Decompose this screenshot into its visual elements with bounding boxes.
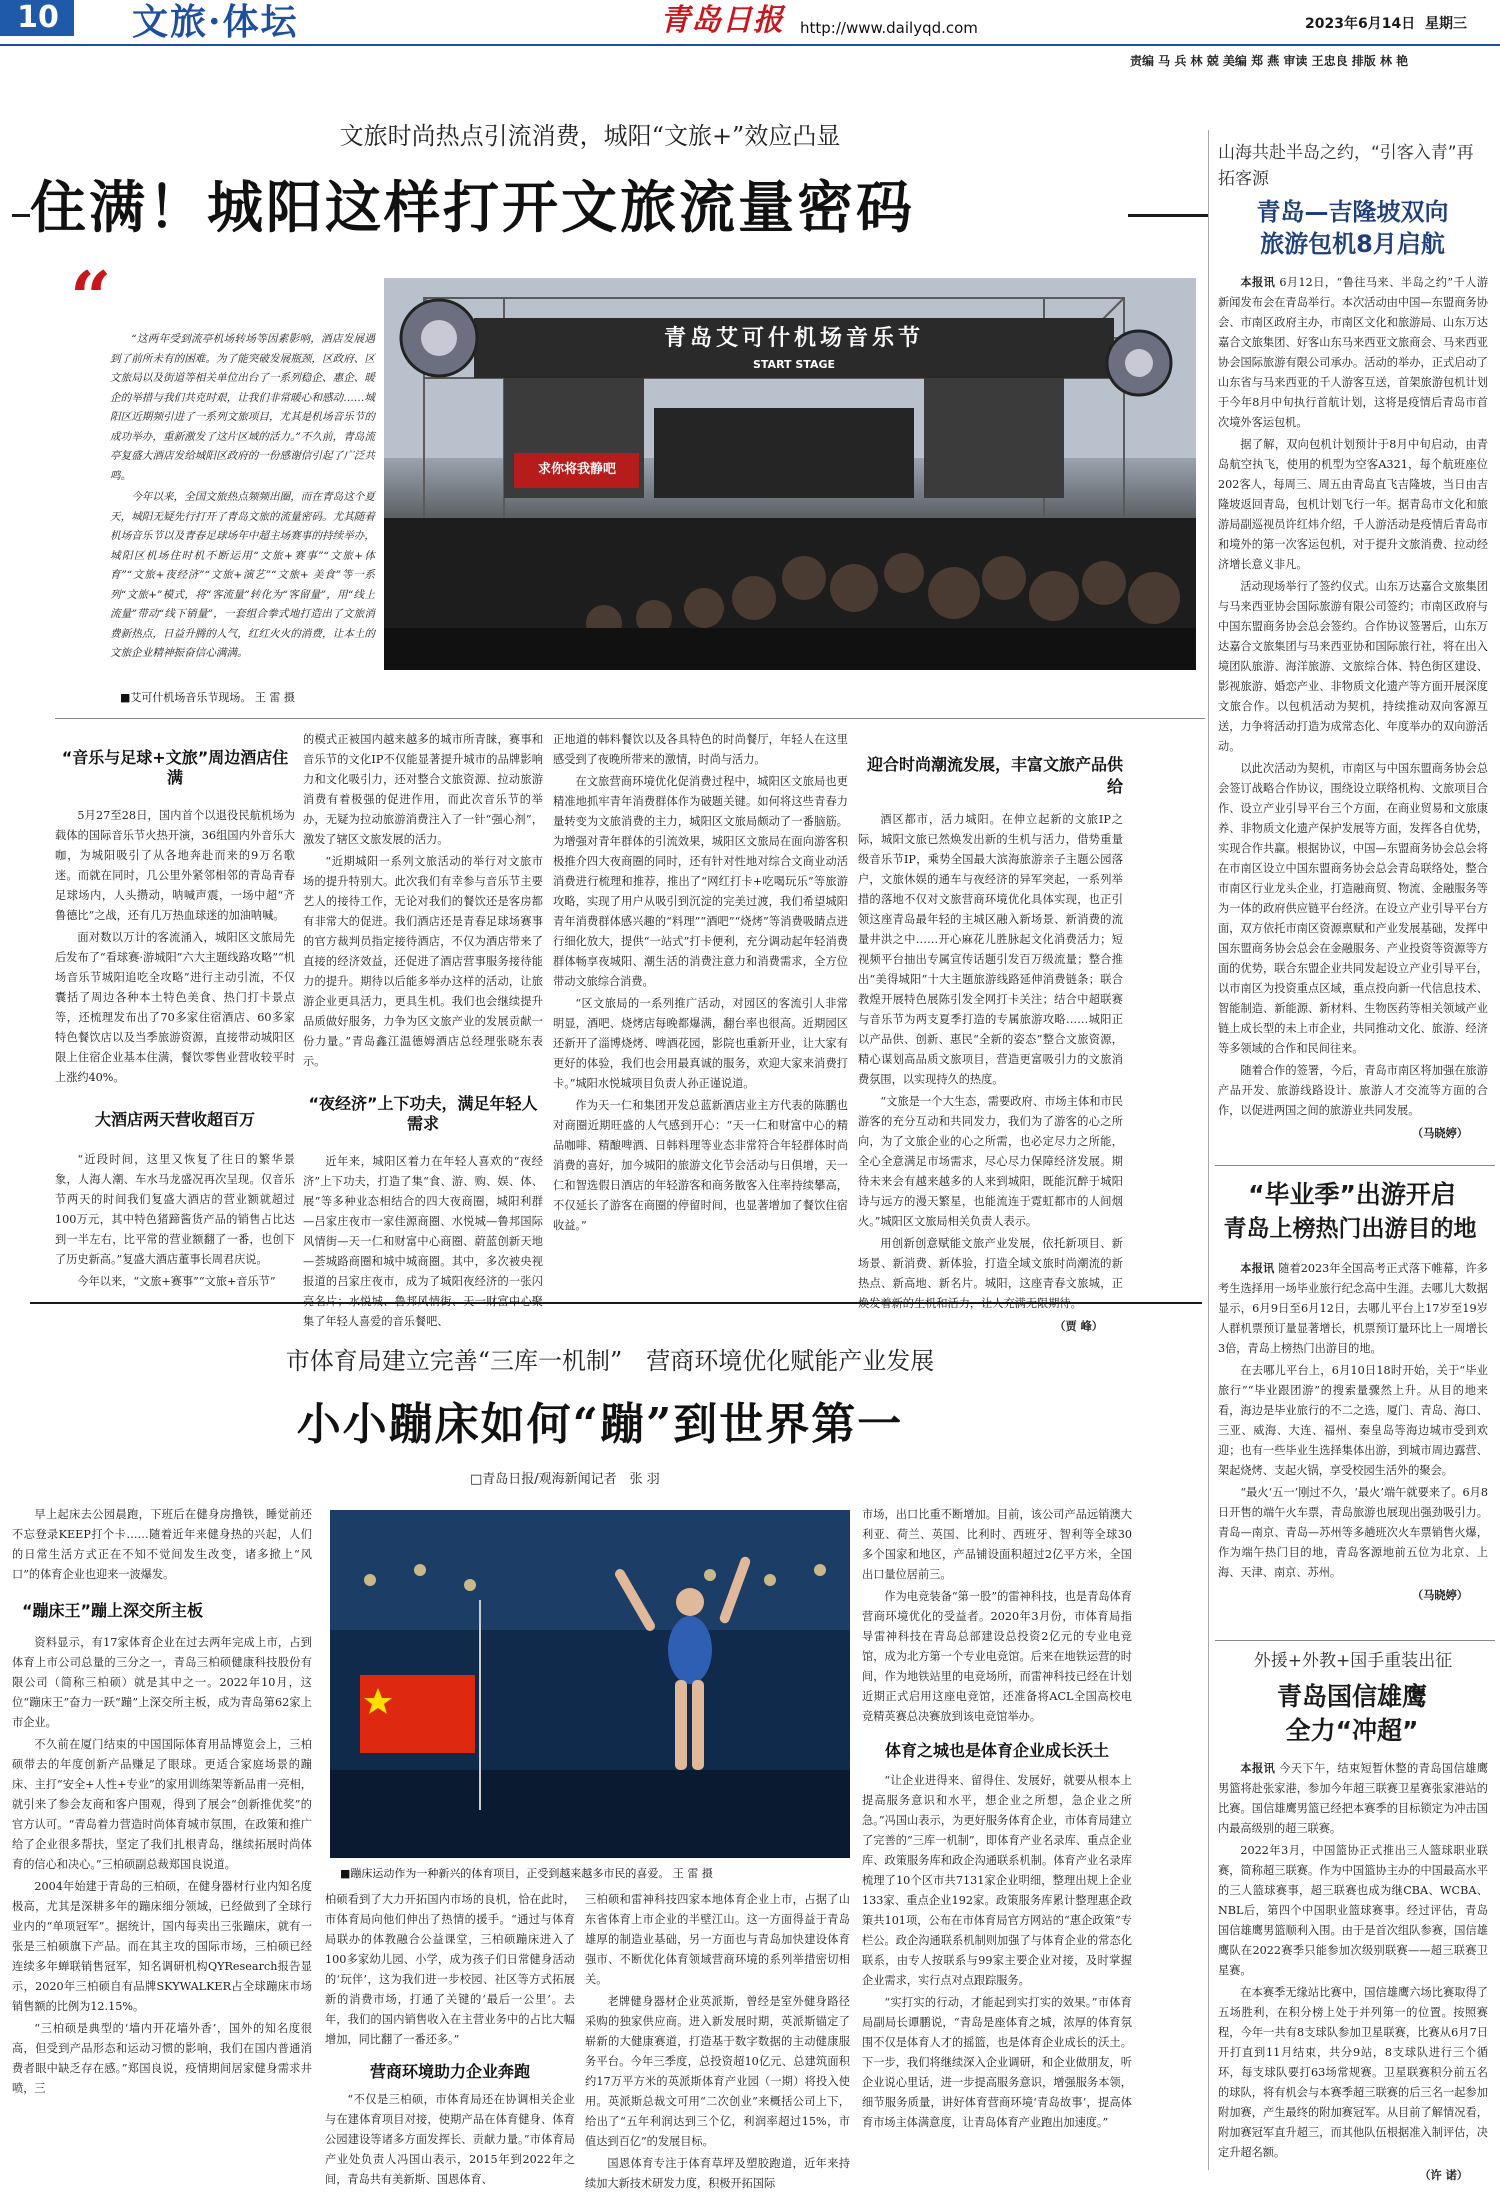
second-sub-2: 营商环境助力企业奔跑 — [369, 2062, 530, 2081]
second-col-1 — [12, 1505, 312, 2165]
stage-screen-text: 求你将我静吧 — [537, 462, 616, 477]
concert-photo-caption: ■艾可什机场音乐节现场。 王 雷 摄 — [120, 691, 295, 704]
trampoline-photo-caption: ■蹦床运动作为一种新兴的体育项目，正受到越来越多市民的喜爱。 王 雷 摄 — [340, 1867, 713, 1880]
side1-p1-text: 6月12日，“鲁往马来、半岛之约”千人游新闻发布会在青岛举行。本次活动由中国—东盟商务协会、市南区政府主办，市南区文化和旅游局、山东万达嘉合文旅集团、好客山东马来西亚文旅商会、马来西亚协会国际旅游有限公司承办。活动的举办，正式启动了山东省与马来西亚的千人游客互送，首架旅游包机计划于今年8月中旬执行首航计划，这将是疫情后青岛市首次境外客运包机。 — [1218, 276, 1489, 429]
lead-sub-2: 大酒店两天营收超百万 — [94, 1110, 255, 1129]
side-rule-2 — [1215, 1640, 1495, 1641]
side3-headline-2: 全力“冲超” — [1285, 1716, 1419, 1745]
lead-col3-p2: 在文旅营商环境优化促消费过程中，城阳区文旅局也更精准地抓牢青年消费群体作为破题关键。如何将这些青春力量转变为文旅消费的主力，城阳区文旅局颇动了一番脑筋。为增强对青年群体的引流效果，城阳区文旅局在面向游客积极推介四大夜商圈的同时，还有针对性地对综合文商业动活消费进行梳理和推荐，推出了“网红打卡+吃喝玩乐”等旅游攻略，实现了用户从吸引到沉淀的完美过渡，我们希望城阳青年消费群体感兴趣的“料理”“酒吧”“烧烤”等消费吸睛点进行细化放大，提供“一站式”打卡便利，充分调动起年轻消费群体畅享夜城阳、潮生活的消费注意力和消费需求，全方位带动文旅综合消费。 — [553, 775, 848, 988]
staff-credits: 责编 马 兵 林 兢 美编 郑 燕 审读 王忠良 排版 林 艳 — [1130, 54, 1409, 68]
side2-p2: 在去哪儿平台上，6月10日18时开始，关于“毕业旅行”“毕业跟团游”的搜索量骤然上升。从目的地来看，海边是毕业旅行的不二之选，厦门、青岛、海口、三亚、威海、大连、福州、秦皇岛等海边城市受到欢迎；也有一些毕业生选择集体出游，到城市周边露营、架起烧烤、支起火锅，享受校园生活外的聚会。 — [1218, 1364, 1488, 1477]
headline-rule-right — [1128, 214, 1208, 217]
lead-sub-4: 迎合时尚潮流发展，丰富文旅产品供给 — [866, 755, 1123, 796]
lead-col-1 — [55, 730, 295, 1290]
side3-p1 — [1218, 1758, 1488, 1839]
second-sub-1: “蹦床王”蹦上深交所主板 — [22, 1601, 204, 1620]
lead-col1-p2: 面对数以万计的客流涌入，城阳区文旅局先后发布了“看球赛·游城阳”六大主题线路攻略”“机场音乐节城阳追吃全攻略”进行主动引流，不仅囊括了周边各种本土特色美食、热门打卡景点等，还梳理发布出了70多家住宿酒店、60多家特色餐饮店以及当季旅游资源，直接带动城阳区限上住宿企业基本住满，餐饮零售业营收较平时上涨约40%。 — [55, 931, 295, 1084]
lead-intro-p2: 今年以来，全国文旅热点频频出圈，而在青岛这个夏天，城阳无疑先行打开了青岛文旅的流量密码。尤其随着机场音乐节以及青春足球场年中超主场赛事的持续举办，城阳区机场住时机不断运用“文旅+赛事”“文旅+体育”“文旅+夜经济”“文旅+演艺”“文旅+ 美食”等一系列“文旅+”模式，将“客流量”转化为“客留量”，用“线上流量”带动“线下销量”，一套组合拳式地打造出了文旅消费新热点，日益升腾的人气，红红火火的消费，让本土的文旅企业精神振奋信心满满。 — [110, 491, 375, 659]
lead-intro-p1: “这两年受到流亭机场转场等因素影响，酒店发展遇到了前所未有的困难。为了能突破发展瓶颈，区政府、区文旅局以及街道等相关单位出台了一系列稳企、惠企、暖企的举措与我们共克时艰，让我们非常暖心和感动……城阳区近期频引进了一系列文旅项目，尤其是机场音乐节的成功举办，重新激发了这片区域的活力。”不久前，青岛流亭复盛大酒店发给城阳区政府的一份感谢信引起了广泛共鸣。 — [110, 333, 375, 482]
side3-byline: （许 诺） — [1419, 2168, 1468, 2182]
side1-headline-1: 青岛—吉隆坡双向 — [1256, 198, 1449, 226]
second-headline: 小小蹦床如何“蹦”到世界第一 — [296, 1399, 904, 1450]
side1-p4: 以此次活动为契机，市南区与中国东盟商务协会总会签订战略合作协议，围绕设立联络机构、文旅项目合作、设立产业引导平台三个方面，在商业贸易和文旅康养、非物质文化遗产保护发展等方面，发挥各自优势，实现合作共赢。根据协议，中国—东盟商务协会总会将在市南区设立中国东盟商务协会总会青岛联络处，整合市南区行业龙头企业，打造融商贸、物流、金融服务等为一体的政府供应链平台经济。在设立产业引导平台方面，双方依托市南区资源禀赋和产业发展基础，发挥中国东盟商务协会总会在金融服务、产业投资等资源等方面的优势，联合东盟企业共同发起设立产业引导平台，以市南区为投资重点区域，重点投向新一代信息技术、智能制造、新能源、新材料、生物医药等相关领域产业链上成长型的未上市企业，共同推动文化、旅游、经济等多领域的合作和民间往来。 — [1218, 762, 1488, 1055]
side3-headline-1: 青岛国信雄鹰 — [1276, 1682, 1427, 1711]
side1-lead: 本报讯 — [1240, 275, 1276, 289]
side1-headline-2: 旅游包机8月启航 — [1260, 230, 1445, 258]
side2-p3: “最火‘五一’刚过不久，‘最火’端午就要来了。6月8日开售的端午火车票，青岛旅游也展现出强劲吸引力。青岛—南京、青岛—苏州等多趟班次火车票销售火爆，作为端午热门目的地，青岛客源地前五位为北京、上海、天津、南京、苏州。 — [1218, 1486, 1488, 1579]
side2-headline-1: “毕业季”出游开启 — [1248, 1180, 1456, 1209]
newspaper-logo: 青岛日报 — [660, 3, 784, 38]
lead-sub-1: “音乐与足球+文旅”周边酒店住满 — [61, 748, 289, 787]
second-col1-p5: “三柏硕是典型的‘墙内开花墙外香’，国外的知名度很高，但受到产品形态和运动习惯的影响，我们在国内普通消费者眼中缺乏存在感。”郑国良说，疫情期间居家健身需求井喷，三 — [12, 2022, 312, 2095]
headline-rule-left — [12, 214, 30, 217]
side3-lead: 本报讯 — [1240, 1761, 1276, 1775]
side3-p1-text: 今天下午，结束短暂休整的青岛国信雄鹰男篮将赴张家港，参加今年超三联赛卫星赛张家港站的比赛。国信雄鹰男篮已经把本赛季的目标锁定为冲击国内最高级别的超三联赛。 — [1218, 1762, 1488, 1835]
second-col-3 — [585, 1890, 850, 2190]
lead-col4-p3: 用创新创意赋能文旅产业发展，依托新项目、新场景、新消费、新体验，打造全域文旅时尚潮流的新热点、新高地、新名片。城阳，这座青春文旅城，正 — [858, 1237, 1123, 1290]
lead-sub-3: “夜经济”上下功夫，满足年轻人需求 — [308, 1094, 538, 1133]
page-number: 10 — [17, 0, 59, 35]
trampoline-graphic — [330, 1510, 850, 1858]
lead-col-2 — [303, 730, 543, 1328]
quote-mark: “ — [70, 255, 112, 340]
side1-kicker: 山海共赴半岛之约，“引客入青”再拓客源 — [1218, 143, 1474, 189]
lead-col3-p4: 作为天一仁和集团开发总蓝新酒店业主方代表的陈鹏也对商圈近期旺盛的人气感到开心：“天一仁和财富中心的精品咖啡、精酿啤酒、日韩料理等业态非常符合年轻群体时尚消费的喜好，加今城阳的旅游文化节会活动与日俱增，天一仁和智选假日酒店的年轻游客和商务散客入住率持续攀高，不仅延长了游客在商圈的停留时间，也显著增加了餐饮住宿收益。” — [553, 1099, 848, 1232]
second-sub-3: 体育之城也是体育企业成长沃土 — [884, 1741, 1109, 1760]
lead-col3-p1: 正地道的韩料餐饮以及各具特色的时尚餐厅，年轻人在这里感受到了夜晚所带来的激情，时尚与活力。 — [553, 733, 848, 766]
issue-date: 2023年6月14日 — [1305, 16, 1416, 32]
section-title: 文旅·体坛 — [132, 1, 299, 43]
lead-intro — [110, 330, 375, 670]
second-col1-p3: 不久前在厦门结束的中国国际体育用品博览会上，三柏硕带去的年度创新产品赚足了眼球。更适合家庭场景的蹦床、主打“安全+人性+专业”的家用训练架等新品甫一亮相，就引来了参会友商和客户围观，得到了展会“创新推优奖”的官方认可。“青岛着力营造时尚体育城市氛围，在政策和推广给了企业很多帮扶，坚定了我们扎根青岛，继续拓展时尚体育的信心和决心。”三柏硕副总裁郑国良说道。 — [12, 1738, 312, 1871]
second-col4-p1: 市场，出口比重不断增加。目前，该公司产品远销澳大利亚、荷兰、英国、比利时、西班牙、智利等全球30多个国家和地区，产品铺设面积超过2亿平方米，全国出口量位居前三。 — [862, 1508, 1132, 1581]
stage-label: START STAGE — [752, 358, 836, 371]
second-col4-p3: “让企业进得来、留得住、发展好，就要从根本上提高服务意识和水平，想企业之所想，急企业之所急。”冯国山表示，为更好服务体育企业，市体育局建立了完善的“三库一机制”，即体育产业名录库、重点企业库、政策服务库和政企沟通联系机制。体育产业名录库梳理了10个区市共7131家企业明细，整理出规上企业133家、重点企业192家。政策服务库累计整理惠企政策共101项，公布在市体育局官方网站的“惠企政策”专栏公。政企沟通联系机制则加强了与体育企业的常态化联系，由专人按联系与99家主要企业对接，及时掌握企业需求，实行点对点跟踪服务。 — [862, 1774, 1132, 1987]
second-byline: □青岛日报/观海新闻记者 张 羽 — [470, 1472, 660, 1487]
lead-col1-p4: 今年以来，“文旅+赛事”“文旅+音乐节” — [77, 1275, 276, 1288]
lead-col-4 — [858, 730, 1123, 1333]
side1-p1 — [1218, 272, 1488, 433]
second-col1-p2: 资料显示，有17家体育企业在过去两年完成上市，占到体育上市公司总量的三分之一，青岛三柏硕健康科技股份有限公司（简称三柏硕）就是其中之一。2022年10月，这位“蹦床王”奋力一跃“蹦”上深交所主板，成为青岛第62家上市企业。 — [12, 1636, 312, 1729]
lead-col-3 — [553, 730, 848, 1290]
second-kicker: 市体育局建立完善“三库一机制” 营商环境优化赋能产业发展 — [285, 1347, 935, 1375]
side-rule-1 — [1215, 1165, 1495, 1166]
side2-lead: 本报讯 — [1240, 1261, 1275, 1275]
stage-banner-text: 青岛艾可什机场音乐节 — [663, 326, 924, 351]
second-col4-p4: “实打实的行动，才能起到实打实的效果。”市体育局副局长谭鹏说，“青岛是座体育之城，浓厚的体育氛围不仅是体育人才的摇篮，也是体育企业成长的沃土。下一步，我们将继续深入企业调研，和企业做朋友，听企业说心里话，进一步提高服务意识，增强服务本领，细节服务质量，讲好体育营商环境‘青岛故事’，提高体育市场主体满意度，让青岛体育产业跑出加速度。” — [862, 1996, 1132, 2129]
lead-col2-p2: “近期城阳一系列文旅活动的举行对文旅市场的提升特别大。此次我们有幸参与音乐节主要艺人的接待工作，无论对我们的餐饮还是客房都有非常大的促进。我们酒店还是青春足球场赛事的官方裁判员指定接待酒店，不仅为酒店带来了直接的经济效益，还促进了酒店营事服务接待能力的提升。期待以后能多举办这样的活动，让旅游企业更具活力，更具生机。我们也会继续提升品质做好服务，力争为区文旅产业的发展贡献一份力量。”青岛鑫江温德姆酒店总经理张晓东表示。 — [303, 855, 543, 1068]
side1-p5: 随着合作的签署，今后，青岛市南区将加强在旅游产品开发、旅游线路设计、旅游人才交流等方面的合作，以促进两国之间的旅游业共同发展。 — [1218, 1064, 1488, 1117]
lead-col1-p3: “近段时间，这里又恢复了往日的繁华景象，人海人潮、车水马龙盛况再次呈现。仅音乐节两天的时间我们复盛大酒店的营业额就超过100万元，其中特色猪蹄酱货产品的销售占比达到一半左右，比平常的营业额翻了一番，也创下了历史新高。”复盛大酒店董事长周君庆说。 — [55, 1153, 295, 1266]
lead-col3-p3: “区文旅局的一系列推广活动，对园区的客流引人非常明显，酒吧、烧烤店每晚都爆满，翻台率也很高。近期园区还新开了淄博烧烤、啤酒花园，影院也重新开业，让大家有更好的体验，我们也会用最真诚的服务，欢迎大家来消费打卡。”城阳水悦城项目负责人孙正谨说道。 — [553, 997, 848, 1090]
second-col-2 — [325, 1890, 575, 2186]
lead-col2-p3: 近年来，城阳区着力在年轻人喜欢的“夜经济”上下功夫，打造了集“食、游、购、娱、体、展”等多种业态相结合的四大夜商圈，城阳利群—吕家庄夜市一家佳源商圈、水悦城—鲁邦国际风情街—天一仁和财富中心商圈、蔚蓝创新天地—荟城路商圈和城中城商圈。其中，多次被央视报道的吕家庄夜市，成为了城阳夜经济的一张闪 集了年轻人喜爱的音乐餐吧、 — [303, 1155, 543, 1328]
lead-col2-p1: 的模式正被国内越来越多的城市所青睐，赛事和音乐节的文化IP不仅能显著提升城市的品牌影响力和文化吸引力，还对整合文旅资源、拉动旅游消费有着极强的促进作用，而此次音乐节的举办，无疑为拉动旅游消费注入了一针“强心剂”，激发了辖区文旅发展的活力。 — [303, 733, 543, 846]
second-col1-p1: 早上起床去公园晨跑，下班后在健身房撸铁，睡觉前还不忘登录KEEP打个卡……随着近年来健身热的兴起，人们的日常生活方式正在不知不觉间发生改变，诸多掀上“风口”的体育企业也迎来一波爆发。 — [12, 1508, 312, 1581]
side1-p2: 据了解，双向包机计划预计于8月中旬启动，由青岛航空执飞，使用的机型为空客A321，每个航班座位202客人，每周三、周五由青岛直飞吉隆坡，当日由吉隆坡返回青岛，包机计划飞行一年。据青岛市文化和旅游局副巡视员许红炜介绍，千人游活动是疫情后青岛市和境外的第一次客运包机，对于提升文旅消费、拉动经济增长意义非凡。 — [1218, 438, 1488, 571]
side2-p1 — [1218, 1258, 1488, 1359]
second-col3-p3: 国恩体育专注于体育草坪及塑胶跑道，近年来持续加大新技术研发力度，积极开拓国际 — [585, 2157, 850, 2190]
newspaper-url[interactable]: http://www.dailyqd.com — [800, 19, 978, 37]
intro-divider — [55, 718, 1205, 719]
second-col2-p2: “不仅是三柏硕，市体育局还在协调相关企业与在建体育项目对接，使期产品在体育健身、体育公园建设等诸多方面发挥长、贡献力量。”市体育局产业处负责人冯国山表示，2015年到2022年之间，青岛共有美新斯、国恩体育、 — [325, 2093, 575, 2186]
lead-headline: 住满！城阳这样打开文旅流量密码 — [30, 175, 915, 241]
second-col4-p2: 作为电竞装备“第一股”的雷神科技，也是青岛体育营商环境优化的受益者。2020年3月份，市体育局指导雷神科技在青岛总部建设总投资2亿元的专业电竞馆，成为北方第一个专业电竞馆。后来在地铁运营的时间，作为地铁站里的电竞场所，而雷神科技已经在计划近期正式启用这座电竞馆，还准备将ACL全国高校电竞精英赛总决赛放到该电竞馆举办。 — [862, 1590, 1132, 1723]
lead-byline: （贾 峰） — [1054, 1319, 1103, 1333]
issue-weekday: 星期三 — [1425, 16, 1467, 32]
side1-p3: 活动现场举行了签约仪式。山东万达嘉合文旅集团与马来西亚协会国际旅游有限公司签约；市南区政府与中国东盟商务协会总会签约。合作协议签署后，山东万达嘉合文旅集团与马来西亚协和国际旅行社，将在出入境团队旅游、海洋旅游、文旅综合体、特色街区建设、影视旅游、婚恋产业、非物质文化遗产等方面开展深度文旅合作。以包机活动为契机，持续推动双向客源互送，力争将活动打造为成常态化、年度举办的双向游活动。 — [1218, 580, 1488, 753]
side2-body — [1218, 1258, 1488, 1668]
second-col2-p1: 柏硕看到了大力开拓国内市场的良机，恰在此时，市体育局向他们伸出了热情的援手。“通过与体育局联办的体教融合公益课堂，三柏硕蹦床进入了100多家幼儿园、小学，成为孩子们日常健身活动的‘玩伴’，这为我们进一步校园、社区等方式拓展新的消费市场，打通了关键的‘最后一公里’。去年，我们的国内销售收入在主营业务中的占比大幅增加，同比翻了一番还多。” — [325, 1893, 575, 2046]
side3-p3: 在本赛季无缘站比赛中，国信雄鹰六场比赛取得了五场胜利，在积分榜上处于并列第一的位置。按照赛程，今年一共有8支球队参加卫星联赛，比赛从6月7日开打直到11月结束，共分9站，8支球队进行三个循环，每支球队要打63场常规赛。卫星联赛积分前五名的球队，将有机会与本赛季超三联赛的后三名一起参加附加赛，产生最终的附加赛冠军。从目前了解情况看，附加赛冠军直升超三，而其他队伍根据准入制评估，决定升超名额。 — [1218, 1986, 1488, 2159]
side2-p1-text: 随着2023年全国高考正式落下帷幕，许多考生选择用一场毕业旅行纪念高中生涯。去哪儿大数据显示，6月9日至6月12日，去哪儿平台上17岁至19岁人群机票预订量显著增长，机票预订量环比上一周增长3倍，青岛上榜热门出游目的地。 — [1218, 1262, 1488, 1355]
second-col-4 — [862, 1505, 1132, 2170]
second-col3-p2: 老牌健身器材企业英派斯，曾经是室外健身路径采购的独家供应商。进入新发展时期，英派斯锚定了崭新的大健康赛道，打造基于数字数据的主动健康服务平台。今年三季度，总投资超10亿元、总建筑面积约17万平方米的英派斯体育产业园（一期）将投入使用。英派斯总裁文可用“二次创业”来概括公司上下，给出了“五年利润达到三个亿，利润率超过15%，市值达到百亿”的发展目标。 — [585, 1995, 850, 2148]
side2-byline: （马晓婷） — [1412, 1588, 1468, 1602]
trampoline-photo — [330, 1510, 850, 1858]
side2-headline-2: 青岛上榜热门出游目的地 — [1223, 1216, 1477, 1242]
sidebar-divider — [1208, 130, 1209, 2170]
concert-photo — [384, 278, 1196, 670]
lead-col1-p1: 5月27至28日，国内首个以退役民航机场为载体的国际音乐节火热开演，36组国内外音乐大咖，为城阳吸引了从各地奔赴而来的9万名歌迷。而就在同时，几公里外紧邻相邻的青岛青春足球场内，人头攒动，呐喊声震，一场中超“齐鲁德比”之战，还有几万热血球迷的加油呐喊。 — [55, 809, 295, 922]
lead-bottom-rule — [30, 1302, 1202, 1304]
second-col3-p1: 三柏硕和雷神科技四家本地体育企业上市，占据了山东省体育上市企业的半壁江山。这一方面得益于青岛雄厚的制造业基础，另一方面也与青岛加快建设体育强市、不断优化体育领域营商环境的系列举措密切相关。 — [585, 1893, 850, 1986]
side3-p2: 2022年3月，中国篮协正式推出三人篮球职业联赛，简称超三联赛。作为中国篮协主办的中国最高水平的三人篮球赛事，超三联赛也成为继CBA、WCBA、NBL后，第四个中国职业篮球赛事。经过评估，青岛国信雄鹰男篮顺利入围。由于是首次组队参赛，国信雄鹰队在2022赛季只能参加次级别联赛——超三联赛卫星赛。 — [1218, 1844, 1488, 1977]
side1-body — [1218, 272, 1488, 1272]
masthead-rule — [0, 44, 1500, 46]
side3-body — [1218, 1758, 1488, 2182]
second-col1-p4: 2004年始建于青岛的三柏硕，在健身器材行业内知名度极高，尤其是深耕多年的蹦床细分领域，已经做到了全球行业内的“单项冠军”。据统计，国内每卖出三张蹦床，就有一张是三柏硕旗下产品。而在其主攻的国际市场，三柏硕已经连续多年蝉联销售冠军，知名调研机构QYResearch报告显示，2020年三柏硕自有品牌SKYWALKER占全球蹦床市场销售额的比例为12.15%。 — [12, 1880, 312, 2013]
lead-kicker: 文旅时尚热点引流消费，城阳“文旅+”效应凸显 — [339, 122, 841, 150]
lead-col4-p2: “文旅是一个大生态，需要政府、市场主体和市民游客的充分互动和共同发力，我们为了游客的心之所向，为了文旅企业的心之所需，也必定尽力之所能，全心全意满足市场需求，尽心尽力保障经济发展。期待未来会有越来越多的人来到城阳，既能沉醉于城阳诗与远方的漫天繁星，也能流连于霓虹都市的人间烟火。”城阳区文旅局相关负责人表示。 — [858, 1095, 1123, 1228]
lead-col4-p1: 酒区都市，活力城阳。在伸立起新的文旅IP之际，城阳文旅已然焕发出新的生机与活力，借势重量级音乐节IP，乘势全国最大滨海旅游亲子主题公园落户，文旅休娱的通车与夜经济的异军突起，一系列举措的落地不仅对文旅营商环境优化具体实现，也正引领这座青岛最年轻的主城区融入新场景、新消费的流量井洪之中……开心麻花儿胜脉起文化消费活力；短视频平台抽出专属宣传话题引发百万级流量；整合推出“美得城阳”十大主题旅游线路延伸消费链条；联合教煌开展特色展陈引发全网打卡关注；结合中超联赛与音乐节为两支夏季打造的专属旅游攻略……城阳正以产品供、创新、惠民“全新的姿态”整合文旅资源，精心谋划高品质文旅项目，营造更富吸引力的文旅消费氛围，以实现持久的热度。 — [858, 813, 1123, 1086]
side3-kicker: 外援+外教+国手重装出征 — [1253, 1651, 1453, 1671]
side1-byline: （马晓婷） — [1412, 1126, 1468, 1140]
